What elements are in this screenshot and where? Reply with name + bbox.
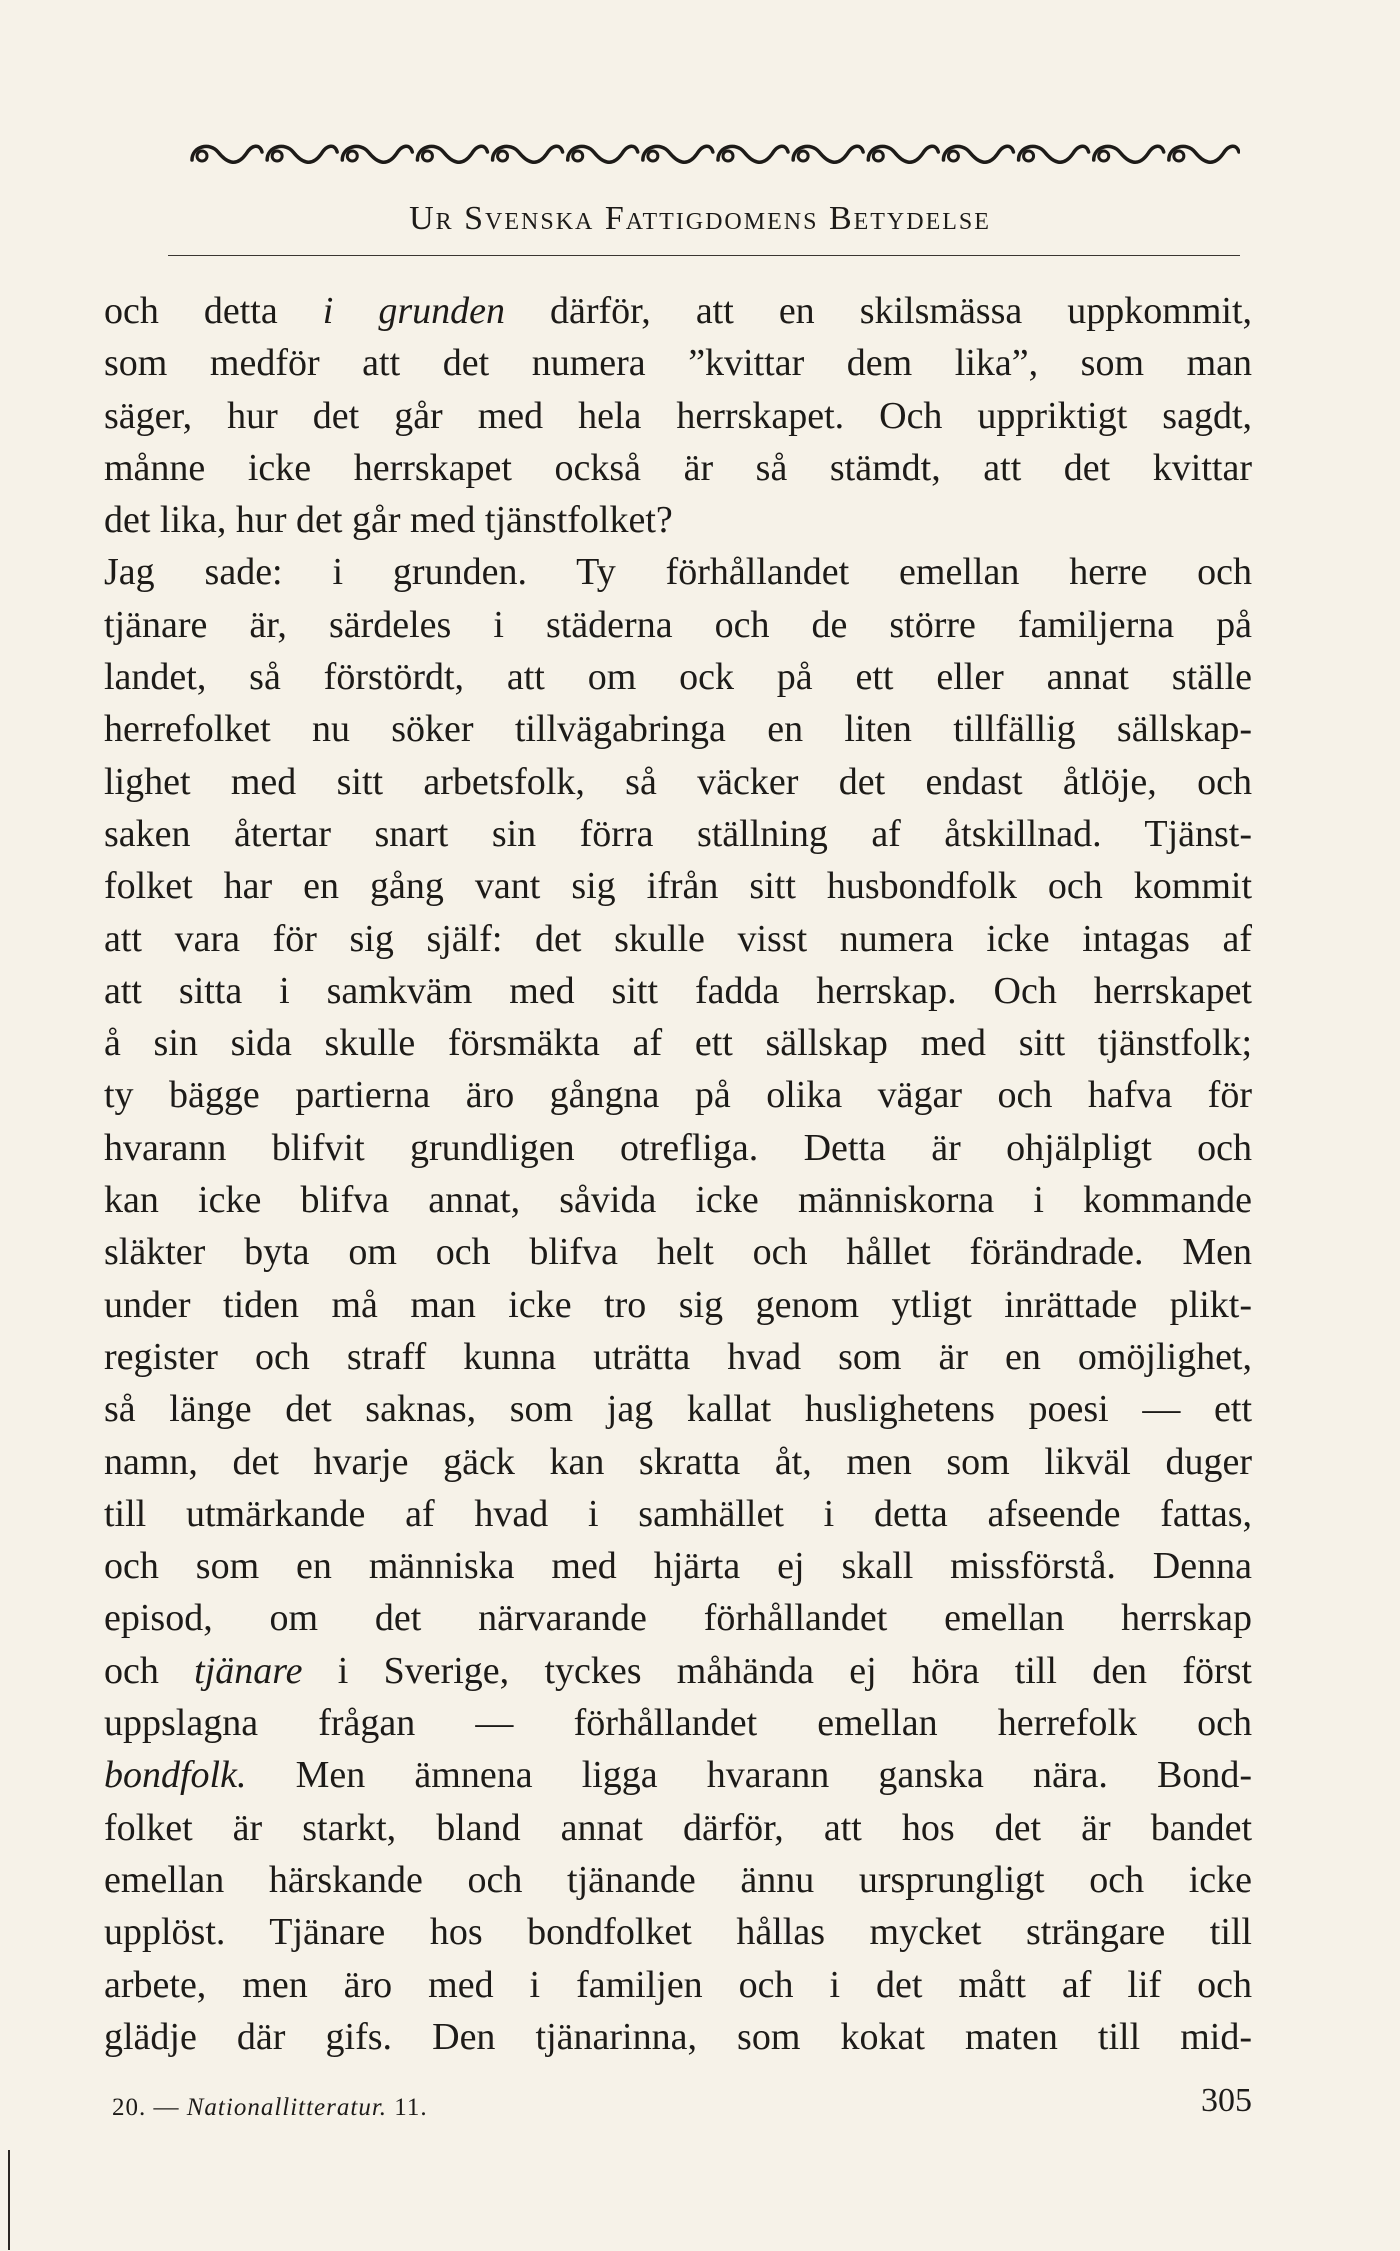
- ornament-scroll: [643, 146, 713, 162]
- signature-volume: 11.: [387, 2094, 428, 2121]
- text-segment: tjänare är, särdeles i städerna och de större familjerna på: [104, 603, 1252, 646]
- text-segment: släkter byta om och blifva helt och hållet förändrade. Men: [104, 1231, 1252, 1274]
- text-segment: att sitta i samkväm med sitt fadda herrskap. Och herrskapet: [104, 969, 1252, 1012]
- text-segment: folket är starkt, bland annat därför, att hos det är bandet: [104, 1806, 1252, 1849]
- header-ornament: [188, 134, 1240, 172]
- text-segment: därför, att en skilsmässa uppkommit,: [504, 290, 1252, 332]
- text-segment: kan icke blifva annat, såvida icke människorna i kommande: [104, 1179, 1252, 1222]
- text-segment: till utmärkande af hvad i samhället i detta afseende fattas,: [104, 1492, 1252, 1535]
- text-line: [104, 756, 1252, 808]
- ornament-scroll: [868, 146, 938, 162]
- italic-phrase: bondfolk.: [104, 1754, 247, 1797]
- ornament-scroll: [493, 146, 563, 162]
- text-line: [104, 1645, 1252, 1697]
- text-line: [104, 285, 1252, 337]
- text-line: [104, 651, 1252, 703]
- body-text: [104, 285, 1252, 2063]
- text-line: [104, 494, 1252, 546]
- text-line: [104, 442, 1252, 494]
- text-line: [104, 546, 1252, 598]
- text-line: [104, 1331, 1252, 1383]
- page-number: 305: [1201, 2082, 1252, 2119]
- italic-phrase: tjänare: [194, 1649, 303, 1692]
- text-line: [104, 337, 1252, 389]
- text-line: [104, 808, 1252, 860]
- text-line: [104, 703, 1252, 755]
- ornament-scroll: [1094, 146, 1164, 162]
- text-segment: som medför att det numera ”kvittar dem lika”, som man: [104, 342, 1252, 385]
- text-segment: landet, så förstördt, att om ock på ett eller annat ställe: [104, 656, 1252, 699]
- text-segment: arbete, men äro med i familjen och i det mått af lif och: [104, 1963, 1252, 2006]
- ornament-scroll: [793, 146, 863, 162]
- italic-phrase: i grunden: [322, 290, 505, 332]
- text-line: [104, 1906, 1252, 1958]
- text-segment: under tiden må man icke tro sig genom ytligt inrättade plikt-: [104, 1283, 1252, 1326]
- text-line: [104, 1069, 1252, 1121]
- text-line: [104, 913, 1252, 965]
- ornament-scroll: [718, 146, 788, 162]
- ornament-scroll: [1169, 146, 1239, 162]
- text-segment: i Sverige, tyckes måhända ej höra till den först: [302, 1649, 1252, 1692]
- text-segment: herrefolket nu söker tillvägabringa en liten tillfällig sällskap-: [104, 708, 1252, 751]
- text-segment: saken återtar snart sin förra ställning af åtskillnad. Tjänst-: [104, 812, 1252, 855]
- text-segment: ty bägge partierna äro gångna på olika vägar och hafva för: [104, 1074, 1252, 1117]
- ornament-scroll: [1019, 146, 1089, 162]
- text-line: [104, 965, 1252, 1017]
- text-segment: månne icke herrskapet också är så stämdt, att det kvittar: [104, 446, 1252, 489]
- text-segment: och detta: [104, 290, 323, 332]
- text-segment: glädje där gifs. Den tjänarinna, som kokat maten till mid-: [104, 2015, 1252, 2058]
- text-segment: Jag sade: i grunden. Ty förhållandet emellan herre och: [104, 551, 1252, 594]
- text-line: [104, 2011, 1252, 2063]
- signature-title: Nationallitteratur.: [186, 2094, 388, 2121]
- text-line: [104, 1488, 1252, 1540]
- ornament-scroll: [267, 146, 337, 162]
- text-line: [104, 390, 1252, 442]
- text-line: [104, 1174, 1252, 1226]
- text-line: [104, 1226, 1252, 1278]
- text-line: [104, 1749, 1252, 1801]
- scan-edge-mark: [8, 2150, 10, 2250]
- text-line: [104, 1122, 1252, 1174]
- running-head: Ur Svenska Fattigdomens Betydelse: [409, 200, 991, 237]
- text-line: [104, 1802, 1252, 1854]
- text-segment: lighet med sitt arbetsfolk, så väcker det endast åtlöje, och: [104, 760, 1252, 803]
- text-segment: att vara för sig själf: det skulle visst numera icke intagas af: [104, 917, 1252, 960]
- printer-signature: [112, 2094, 428, 2122]
- text-segment: register och straff kunna uträtta hvad som är en omöjlighet,: [104, 1335, 1252, 1378]
- ornament-scroll: [192, 146, 262, 162]
- signature-dash: —: [146, 2094, 187, 2121]
- signature-number: 20.: [112, 2094, 147, 2121]
- header-rule: [168, 255, 1240, 256]
- ornament-scroll: [568, 146, 638, 162]
- text-segment: så länge det saknas, som jag kallat huslighetens poesi — ett: [104, 1388, 1252, 1431]
- ornament-scroll: [417, 146, 487, 162]
- text-line: [104, 599, 1252, 651]
- text-line: [104, 860, 1252, 912]
- text-line: [104, 1854, 1252, 1906]
- ornament-scroll: [342, 146, 412, 162]
- text-line: [104, 1592, 1252, 1644]
- text-line: [104, 1959, 1252, 2011]
- text-segment: folket har en gång vant sig ifrån sitt husbondfolk och kommit: [104, 865, 1252, 908]
- page-footer: [112, 2082, 1252, 2130]
- text-line: [104, 1436, 1252, 1488]
- text-segment: och som en människa med hjärta ej skall missförstå. Denna: [104, 1545, 1252, 1588]
- text-segment: det lika, hur det går med tjänstfolket?: [104, 499, 673, 542]
- text-line: [104, 1383, 1252, 1435]
- text-line: [104, 1697, 1252, 1749]
- text-segment: å sin sida skulle försmäkta af ett sällskap med sitt tjänstfolk;: [104, 1022, 1252, 1065]
- text-segment: säger, hur det går med hela herrskapet. Och uppriktigt sagdt,: [104, 394, 1252, 437]
- text-segment: emellan härskande och tjänande ännu ursprungligt och icke: [104, 1858, 1252, 1901]
- text-segment: episod, om det närvarande förhållandet emellan herrskap: [104, 1597, 1252, 1640]
- text-segment: Men ämnena ligga hvarann ganska nära. Bond-: [246, 1754, 1252, 1797]
- text-segment: upplöst. Tjänare hos bondfolket hållas mycket strängare till: [104, 1911, 1252, 1954]
- text-segment: och: [104, 1649, 195, 1692]
- text-line: [104, 1017, 1252, 1069]
- text-segment: namn, det hvarje gäck kan skratta åt, men som likväl duger: [104, 1440, 1252, 1483]
- ornament-scroll: [943, 146, 1013, 162]
- text-line: [104, 1540, 1252, 1592]
- text-segment: uppslagna frågan — förhållandet emellan herrefolk och: [104, 1702, 1252, 1745]
- text-segment: hvarann blifvit grundligen otrefliga. Detta är ohjälpligt och: [104, 1126, 1252, 1169]
- text-line: [104, 1279, 1252, 1331]
